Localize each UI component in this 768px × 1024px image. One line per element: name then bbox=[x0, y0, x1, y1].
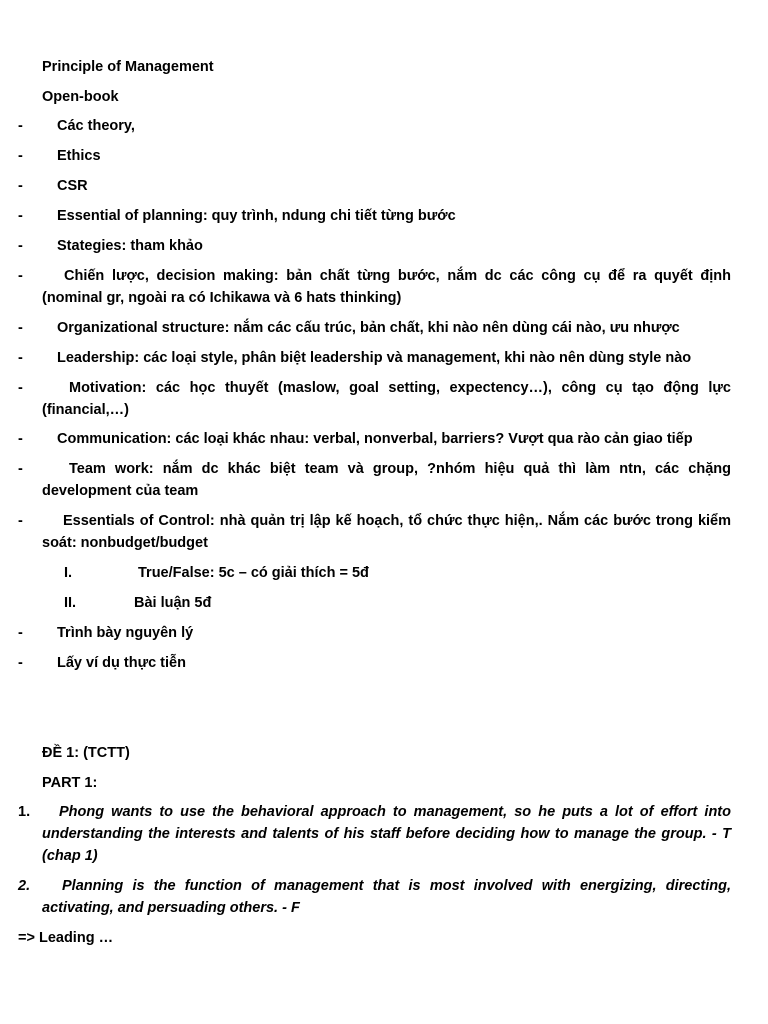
bullet-marker: - bbox=[18, 655, 23, 671]
bullet-item-motivation-text: Motivation: các học thuyết (maslow, goal setting, expectency…), công cụ tạo động lực (financial,…) bbox=[42, 380, 731, 418]
bullet-item-planning: Essential of planning: quy trình, ndung chi tiết từng bước bbox=[57, 208, 456, 224]
question-1 bbox=[42, 801, 731, 867]
bullet-item-decision-making-text: Chiến lược, decision making: bản chất từng bước, nắm dc các công cụ để ra quyết định (nominal gr, ngoài ra có Ichikawa và 6 hats thinking) bbox=[42, 268, 731, 306]
bullet-item-leadership: Leadership: các loại style, phân biệt leadership và management, khi nào nên dùng style nào bbox=[57, 350, 692, 366]
bullet-marker: - bbox=[18, 118, 23, 134]
bullet-item-teamwork-text: Team work: nắm dc khác biệt team và group, ?nhóm hiệu quả thì làm ntn, các chặng development của team bbox=[42, 461, 731, 499]
essay-bullet-example: Lấy ví dụ thực tiễn bbox=[57, 655, 186, 671]
exam-title: ĐỀ 1: (TCTT) bbox=[42, 745, 130, 761]
exam-part-text: Bài luận 5đ bbox=[134, 595, 212, 611]
bullet-marker: - bbox=[18, 461, 23, 477]
bullet-item-theory: Các theory, bbox=[57, 118, 135, 134]
bullet-item-control bbox=[42, 510, 731, 554]
exam-part-heading: PART 1: bbox=[42, 775, 98, 791]
bullet-marker: - bbox=[18, 208, 23, 224]
bullet-item-ethics: Ethics bbox=[57, 148, 101, 164]
bullet-marker: - bbox=[18, 320, 23, 336]
bullet-item-strategies: Stategies: tham khảo bbox=[57, 238, 203, 254]
document-subtitle: Open-book bbox=[42, 89, 119, 105]
bullet-item-org-structure: Organizational structure: nắm các cấu trúc, bản chất, khi nào nên dùng cái nào, ưu nhược bbox=[57, 320, 680, 336]
exam-part-numeral: II. bbox=[64, 595, 77, 611]
bullet-marker: - bbox=[18, 238, 23, 254]
question-2 bbox=[42, 875, 731, 919]
bullet-marker: - bbox=[18, 380, 23, 396]
exam-part-text: True/False: 5c – có giải thích = 5đ bbox=[138, 565, 369, 581]
answer-note: => Leading … bbox=[18, 930, 114, 946]
bullet-item-csr: CSR bbox=[57, 178, 88, 194]
bullet-item-motivation bbox=[42, 377, 731, 421]
bullet-marker: - bbox=[18, 350, 23, 366]
question-number: 1. bbox=[18, 804, 31, 820]
bullet-item-decision-making bbox=[42, 265, 731, 309]
exam-part-numeral: I. bbox=[64, 565, 73, 581]
bullet-item-control-text: Essentials of Control: nhà quản trị lập kế hoạch, tổ chức thực hiện,. Nắm các bước trong kiểm soát: nonbudget/budget bbox=[42, 513, 731, 551]
essay-bullet-principle: Trình bày nguyên lý bbox=[57, 625, 194, 641]
document-title: Principle of Management bbox=[42, 59, 214, 75]
bullet-item-teamwork bbox=[42, 458, 731, 502]
question-1-text: Phong wants to use the behavioral approach to management, so he puts a lot of effort into understanding the interests and talents of his staff before deciding how to manage the group. - T (chap 1) bbox=[42, 804, 731, 864]
bullet-item-communication: Communication: các loại khác nhau: verbal, nonverbal, barriers? Vượt qua rào cản giao tiếp bbox=[57, 431, 693, 447]
bullet-marker: - bbox=[18, 178, 23, 194]
bullet-marker: - bbox=[18, 513, 23, 529]
bullet-marker: - bbox=[18, 148, 23, 164]
bullet-marker: - bbox=[18, 625, 23, 641]
question-2-text: Planning is the function of management that is most involved with energizing, directing, activating, and persuading others. - F bbox=[42, 878, 731, 916]
question-number: 2. bbox=[18, 878, 31, 894]
bullet-marker: - bbox=[18, 431, 23, 447]
bullet-marker: - bbox=[18, 268, 23, 284]
